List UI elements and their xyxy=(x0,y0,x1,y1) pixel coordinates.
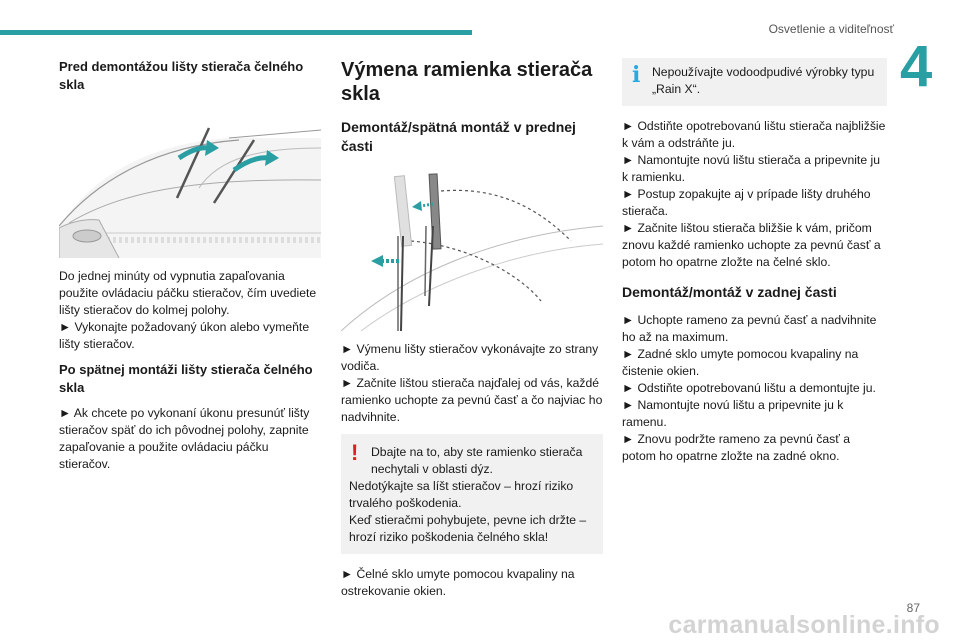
text-line: Do jednej minúty od vypnutia zapaľovania použite ovládaciu páčku stieračov, čím uvediete lišty stieračov do kolmej polohy. xyxy=(59,269,317,317)
header-accent-bar xyxy=(0,30,472,35)
text-line: ► Znovu podržte rameno za pevnú časť a potom ho opatrne zložte na zadné okno. xyxy=(622,432,851,463)
warning-box xyxy=(341,434,603,554)
text-line: ► Uchopte rameno za pevnú časť a nadvihnite ho až na maximum. xyxy=(622,313,877,344)
section-title: Osvetlenie a viditeľnosť xyxy=(768,22,894,36)
paragraph-after-refit: ► Ak chcete po vykonaní úkonu presunúť lišty stieračov späť do ich pôvodnej polohy, zapnite zapaľovanie a použite ovládaciu páčku stieračov. xyxy=(59,406,310,471)
paragraph-wash-windshield: ► Čelné sklo umyte pomocou kvapaliny na ostrekovanie okien. xyxy=(341,567,575,598)
info-icon: i xyxy=(632,62,641,88)
column-2 xyxy=(341,58,603,608)
text-line: ► Začnite lištou stierača najďalej od vás, každé ramienko uchopte za pevnú časť a čo najviac ho nadvihnite. xyxy=(341,376,603,424)
heading-front-removal: Demontáž/spätná montáž v prednej časti xyxy=(341,119,576,154)
heading-wiper-arm-replacement: Výmena ramienka stierača skla xyxy=(341,59,593,105)
column-3 xyxy=(622,58,887,473)
text-line: ► Namontujte novú lištu a pripevnite ju k ramenu. xyxy=(622,398,844,429)
warning-line: Dbajte na to, aby ste ramienko stierača nechytali v oblasti dýz. xyxy=(371,445,583,476)
text-line: ► Odstiňte opotrebovanú lištu stierača najbližšie k vám a odstráňte ju. xyxy=(622,119,886,150)
text-line: ► Zadné sklo umyte pomocou kvapaliny na čistenie okien. xyxy=(622,347,859,378)
info-box xyxy=(622,58,887,106)
watermark-text: carmanualsonline.info xyxy=(668,611,940,639)
text-line: ► Výmenu lišty stieračov vykonávajte zo strany vodiča. xyxy=(341,342,599,373)
warning-line: Nedotýkajte sa líšt stieračov – hrozí riziko trvalého poškodenia. xyxy=(349,479,574,510)
text-line: ► Začnite lištou stierača bližšie k vám, pričom znovu každé ramienko uchopte za pevnú časť a potom ho opatrne zložte na čelné sklo. xyxy=(622,221,881,269)
chapter-number: 4 xyxy=(900,34,933,99)
heading-rear-removal: Demontáž/montáž v zadnej časti xyxy=(622,284,837,300)
info-text: Nepoužívajte vodoodpudivé výrobky typu „Rain X“. xyxy=(652,65,875,96)
text-line: ► Namontujte novú lištu stierača a pripevnite ju k ramienku. xyxy=(622,153,880,184)
heading-after-refit: Po spätnej montáži lišty stierača čelného skla xyxy=(59,362,313,395)
text-line: ► Postup zopakujte aj v prípade lišty druhého stierača. xyxy=(622,187,871,218)
exclamation-icon: ! xyxy=(351,440,359,465)
warning-line: Keď stieračmi pohybujete, pevne ich držte – hrozí riziko poškodenia čelného skla! xyxy=(349,513,587,544)
paragraph-before-removal xyxy=(59,268,321,353)
windshield-wiper-illustration xyxy=(59,108,321,258)
heading-before-removal: Pred demontážou lišty stierača čelného skla xyxy=(59,59,304,92)
column-1 xyxy=(59,58,321,481)
wiper-arm-lift-illustration xyxy=(341,166,603,331)
paragraph-rear-steps xyxy=(622,312,887,465)
text-line: ► Odstiňte opotrebovanú lištu a demontujte ju. xyxy=(622,381,876,395)
page-number: 87 xyxy=(906,601,920,615)
text-line: ► Vykonajte požadovaný úkon alebo vymeňte lišty stieračov. xyxy=(59,320,310,351)
paragraph-front-steps xyxy=(341,341,603,426)
paragraph-blade-steps xyxy=(622,118,887,271)
